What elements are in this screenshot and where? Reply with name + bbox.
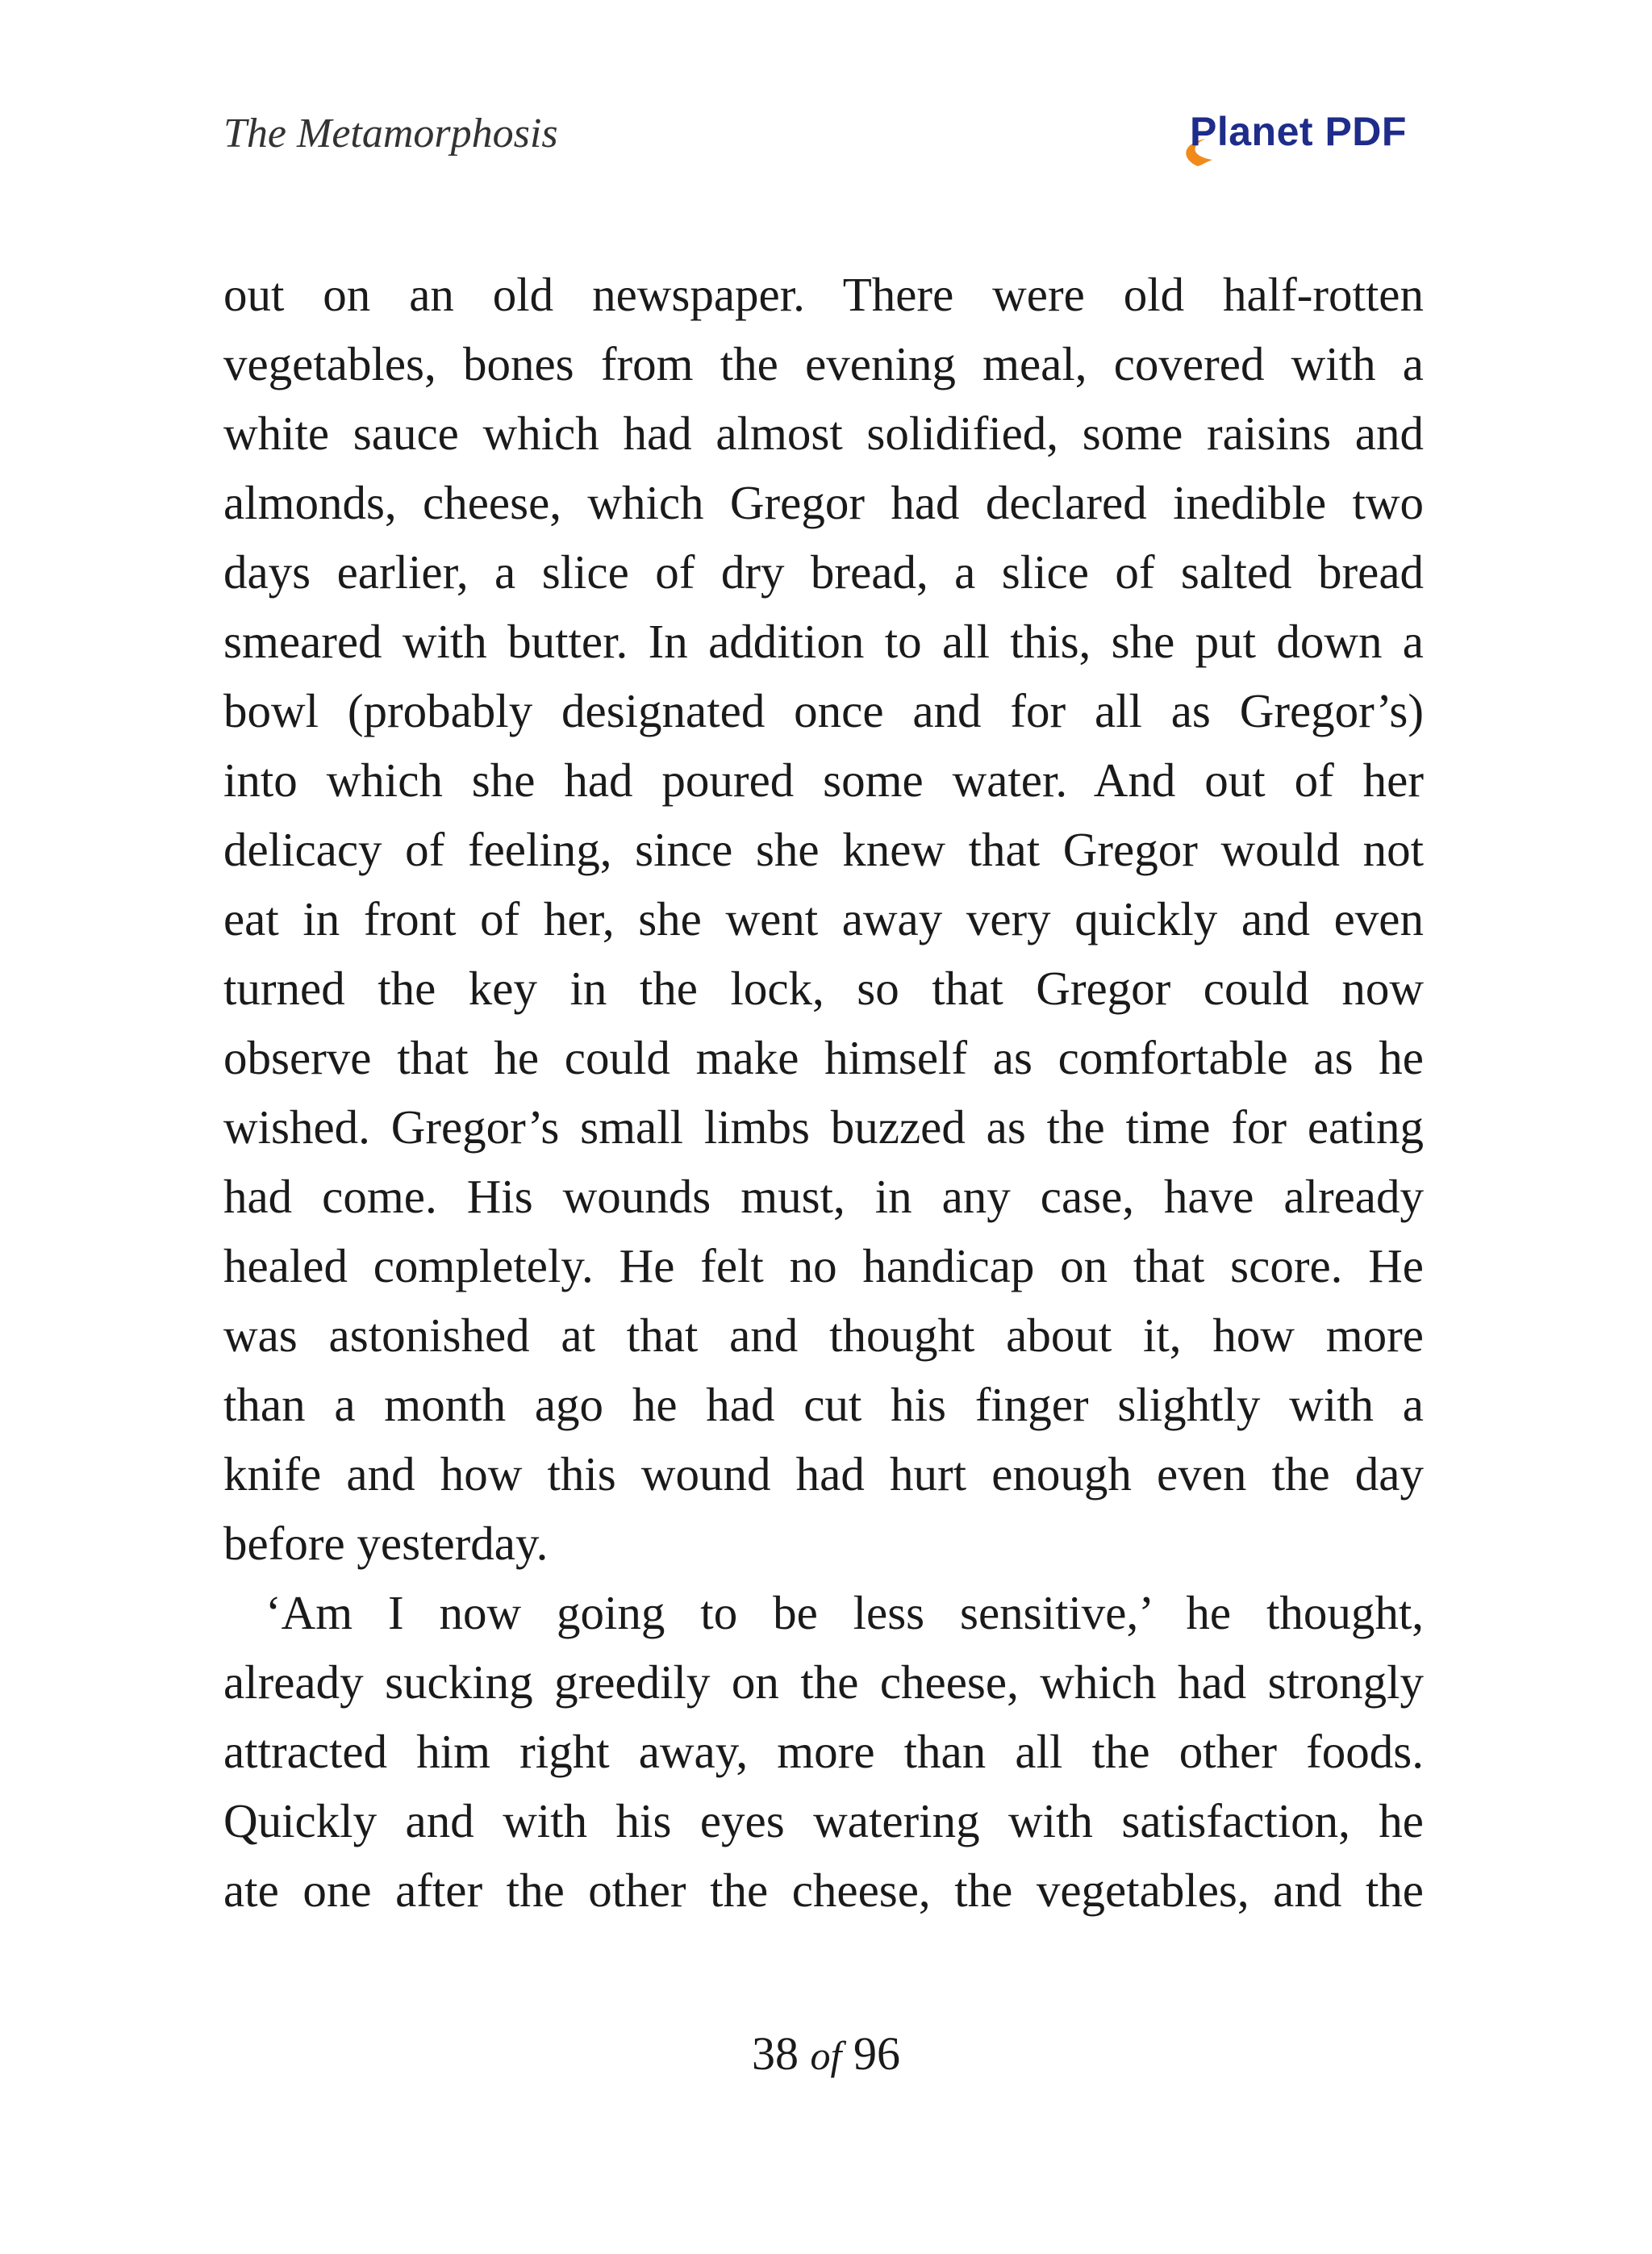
- text-line: than a month ago he had cut his finger slightly with a: [223, 1378, 1424, 1431]
- logo-text: Planet PDF: [1190, 109, 1407, 154]
- text-line: smeared with butter. In addition to all this, she put down a: [223, 615, 1424, 668]
- text-line: into which she had poured some water. And out of her: [223, 753, 1424, 807]
- text-line: almonds, cheese, which Gregor had declared inedible two: [223, 476, 1424, 529]
- text-line: delicacy of feeling, since she knew that Gregor would not: [223, 823, 1424, 876]
- text-line: wished. Gregor’s small limbs buzzed as the time for eating: [223, 1100, 1424, 1154]
- text-line: Quickly and with his eyes watering with satisfaction, he: [223, 1794, 1424, 1847]
- paragraph-1: [223, 260, 1424, 1578]
- text-line: ate one after the other the cheese, the vegetables, and the: [223, 1864, 1424, 1917]
- text-line: eat in front of her, she went away very quickly and even: [223, 892, 1424, 945]
- text-line: already sucking greedily on the cheese, which had strongly: [223, 1655, 1424, 1709]
- book-title: The Metamorphosis: [223, 111, 558, 157]
- text-line: healed completely. He felt no handicap on that score. He: [223, 1239, 1424, 1292]
- text-line: days earlier, a slice of dry bread, a slice of salted bread: [223, 545, 1424, 599]
- page-of-label: of: [810, 2033, 842, 2078]
- text-line: observe that he could make himself as comfortable as he: [223, 1031, 1424, 1084]
- body-text: [223, 260, 1424, 1925]
- page-number: 38: [752, 2027, 799, 2080]
- text-line: was astonished at that and thought about it, how more: [223, 1309, 1424, 1362]
- text-line: turned the key in the lock, so that Gregor could now: [223, 962, 1424, 1015]
- text-line: out on an old newspaper. There were old half-rotten: [223, 268, 1424, 321]
- text-line: attracted him right away, more than all the other foods.: [223, 1725, 1424, 1778]
- text-line: white sauce which had almost solidified, some raisins and: [223, 407, 1424, 460]
- text-line: had come. His wounds must, in any case, have already: [223, 1170, 1424, 1223]
- total-pages: 96: [853, 2027, 900, 2080]
- text-line: before yesterday.: [223, 1517, 549, 1570]
- page-footer: [0, 2027, 1652, 2081]
- text-line: knife and how this wound had hurt enough even the day: [223, 1447, 1424, 1501]
- page-header: [223, 97, 1424, 177]
- text-line: vegetables, bones from the evening meal, covered with a: [223, 337, 1424, 390]
- paragraph-2: [223, 1578, 1424, 1925]
- text-line: ‘Am I now going to be less sensitive,’ he thought,: [265, 1586, 1424, 1639]
- text-line: bowl (probably designated once and for all as Gregor’s): [223, 684, 1424, 737]
- planet-pdf-logo[interactable]: [1174, 103, 1424, 169]
